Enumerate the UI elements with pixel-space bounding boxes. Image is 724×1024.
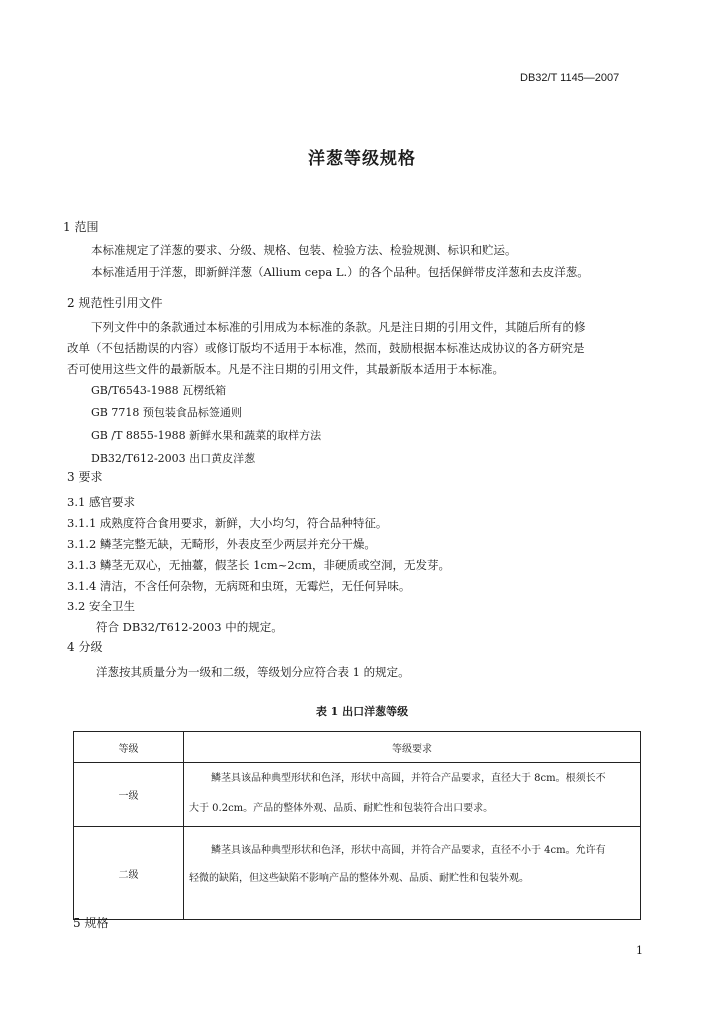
section-2-paragraph-line-1: 下列文件中的条款通过本标准的引用成为本标准的条款。凡是注日期的引用文件，其随后所有的修	[91, 320, 586, 334]
section-3-2-paragraph: 符合 DB32/T612-2003 中的规定。	[96, 620, 283, 634]
requirement-cell	[184, 827, 641, 920]
section-1-heading: 1 范围	[63, 220, 99, 234]
clause-3-1-2: 3.1.2 鳞茎完整无缺，无畸形，外表皮至少两层并充分干燥。	[67, 537, 376, 551]
section-2-paragraph-line-3: 否可使用这些文件的最新版本。凡是不注日期的引用文件，其最新版本适用于本标准。	[67, 362, 504, 376]
table-caption: 表 1 出口洋葱等级	[315, 705, 409, 718]
section-1-paragraph-1: 本标准规定了洋葱的要求、分级、规格、包装、检验方法、检验规测、标识和贮运。	[91, 243, 517, 257]
reference-item: GB 7718 预包装食品标签通则	[91, 406, 242, 419]
section-4-paragraph: 洋葱按其质量分为一级和二级，等级划分应符合表 1 的规定。	[96, 665, 410, 679]
section-2-paragraph-line-2: 改单（不包括勘误的内容）或修订版均不适用于本标准，然而，鼓励根据本标准达成协议的各方研究是	[67, 341, 585, 355]
table-header-requirement: 等级要求	[184, 732, 641, 763]
table-header-row	[74, 732, 641, 763]
table-header-grade: 等级	[74, 732, 184, 763]
reference-item: DB32/T612-2003 出口黄皮洋葱	[91, 452, 256, 465]
clause-3-1-1: 3.1.1 成熟度符合食用要求，新鲜，大小均匀，符合品种特征。	[67, 516, 388, 530]
requirement-cell	[184, 763, 641, 827]
page-title: 洋葱等级规格	[308, 149, 416, 169]
clause-3-1-4: 3.1.4 清洁，不含任何杂物，无病斑和虫斑，无霉烂，无任何异味。	[67, 579, 411, 593]
table-row	[74, 763, 641, 827]
section-2-heading: 2 规范性引用文件	[67, 296, 163, 310]
page-number: 1	[636, 944, 643, 957]
table-row	[74, 827, 641, 920]
section-3-heading: 3 要求	[67, 470, 103, 484]
requirement-line: 鳞茎具该品种典型形状和色泽，形状中高圆，并符合产品要求，直径不小于 4cm。允许有	[211, 845, 606, 856]
requirement-line: 鳞茎具该品种典型形状和色泽，形状中高圆，并符合产品要求，直径大于 8cm。根须长不	[211, 773, 606, 784]
section-5-heading: 5 规格	[73, 916, 109, 930]
document-code: DB32/T 1145—2007	[520, 72, 620, 84]
grade-table	[73, 731, 641, 920]
reference-item: GB /T 8855-1988 新鲜水果和蔬菜的取样方法	[91, 429, 322, 442]
grade-cell: 二级	[74, 827, 184, 920]
grade-cell: 一级	[74, 763, 184, 827]
section-1-paragraph-2: 本标准适用于洋葱，即新鲜洋葱（Allium cepa L.）的各个品种。包括保鲜带皮洋葱和去皮洋葱。	[91, 265, 589, 279]
section-4-heading: 4 分级	[67, 640, 103, 654]
section-3-1-heading: 3.1 感官要求	[67, 495, 135, 509]
section-3-2-heading: 3.2 安全卫生	[67, 599, 135, 613]
requirement-line: 大于 0.2cm。产品的整体外观、品质、耐贮性和包装符合出口要求。	[189, 803, 494, 814]
clause-3-1-3: 3.1.3 鳞茎无双心，无抽薹，假茎长 1cm~2cm，非硬质或空洞，无发芽。	[67, 558, 451, 572]
reference-item: GB/T6543-1988 瓦楞纸箱	[91, 384, 227, 397]
requirement-line: 轻微的缺陷，但这些缺陷不影响产品的整体外观、品质、耐贮性和包装外观。	[189, 873, 529, 884]
